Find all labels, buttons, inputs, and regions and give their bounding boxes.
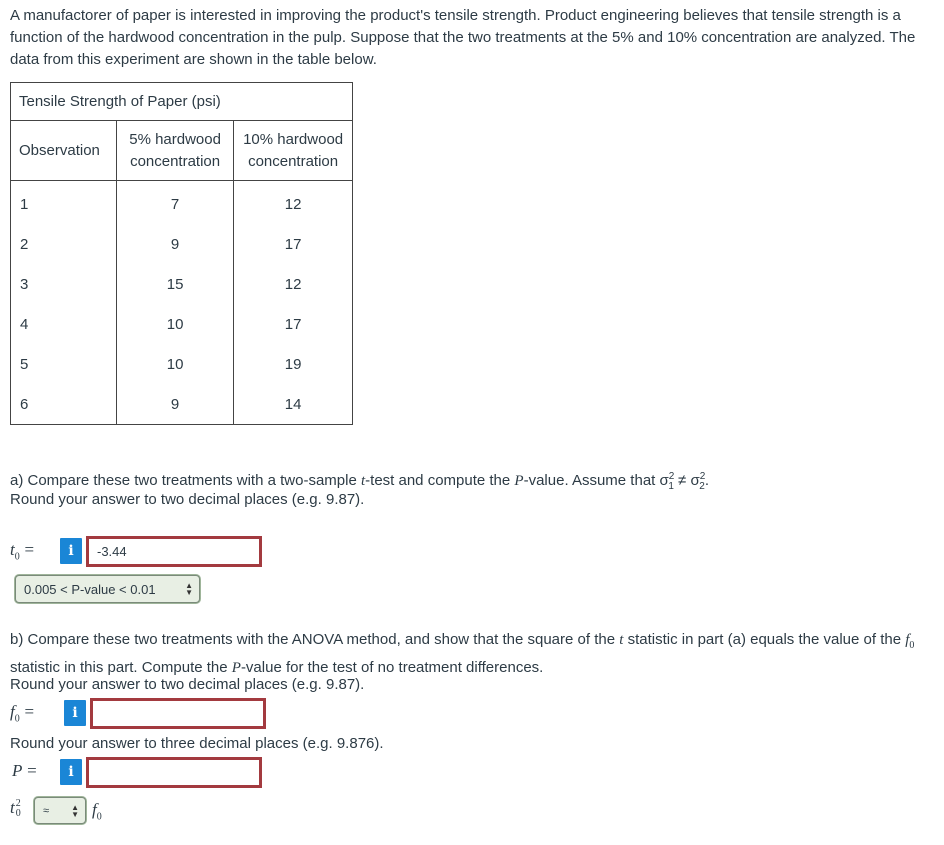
cell-5pct: 10 xyxy=(117,304,234,344)
cell-10pct: 12 xyxy=(234,264,353,304)
cell-10pct: 12 xyxy=(234,181,353,225)
cell-5pct: 9 xyxy=(117,224,234,264)
header-10pct: 10% hardwood concentration xyxy=(234,121,353,181)
select-arrows-icon: ▲ ▼ xyxy=(71,802,79,819)
table-row xyxy=(11,384,353,425)
cell-observation: 1 xyxy=(11,181,117,225)
select-arrows-icon: ▲ ▼ xyxy=(185,581,193,597)
compare-select[interactable] xyxy=(34,797,86,824)
t0-answer-input[interactable]: -3.44 xyxy=(86,536,262,567)
compare-selected: ≈ xyxy=(43,804,50,817)
info-icon[interactable]: i xyxy=(60,538,82,564)
t0-squared-label: t 2 0 xyxy=(10,797,21,819)
table-caption: Tensile Strength of Paper (psi) xyxy=(11,83,353,121)
cell-observation: 6 xyxy=(11,384,117,425)
table-row xyxy=(11,181,353,225)
cell-5pct: 15 xyxy=(117,264,234,304)
part-a-question: a) Compare these two treatments with a two-sample t-test and compute the P-value. Assume that $\sigma^2_1 \ne \sigma^2_2$. xyxy=(10,471,710,492)
part-b-question: b) Compare these two treatments with the ANOVA method, and show that the square of the t statistic in part (a) equals the value of the $f_0$ statistic in this part. Compute the P-value for the test of no treatment differences. xyxy=(10,631,915,676)
header-observation: Observation xyxy=(11,121,117,181)
pvalue-range-selected: 0.005 < P-value < 0.01 xyxy=(24,581,156,597)
t0-label: $t_0$ = xyxy=(10,540,35,563)
part-a-round-instruction: Round your answer to two decimal places (e.g. 9.87). xyxy=(10,491,365,508)
p-label: P = xyxy=(12,761,37,780)
table-row xyxy=(11,224,353,264)
cell-10pct: 19 xyxy=(234,344,353,384)
cell-10pct: 17 xyxy=(234,224,353,264)
cell-10pct: 14 xyxy=(234,384,353,425)
cell-5pct: 7 xyxy=(117,181,234,225)
f0-right-label: $f_0$ xyxy=(92,800,102,823)
part-b-round-two: Round your answer to two decimal places (e.g. 9.87). xyxy=(10,676,365,693)
table-row xyxy=(11,344,353,384)
cell-5pct: 10 xyxy=(117,344,234,384)
f0-answer-input[interactable] xyxy=(90,698,266,729)
cell-5pct: 9 xyxy=(117,384,234,425)
pvalue-range-select[interactable] xyxy=(15,575,200,603)
cell-observation: 2 xyxy=(11,224,117,264)
table-row xyxy=(11,264,353,304)
f0-label: $f_0$ = xyxy=(10,702,35,725)
cell-observation: 4 xyxy=(11,304,117,344)
p-answer-input[interactable] xyxy=(86,757,262,788)
info-icon[interactable]: i xyxy=(64,700,86,726)
cell-10pct: 17 xyxy=(234,304,353,344)
info-icon[interactable]: i xyxy=(60,759,82,785)
data-table xyxy=(10,82,353,425)
part-b-round-three: Round your answer to three decimal places (e.g. 9.876). xyxy=(10,735,384,752)
cell-observation: 5 xyxy=(11,344,117,384)
cell-observation: 3 xyxy=(11,264,117,304)
problem-intro: A manufactorer of paper is interested in improving the product's tensile strength. Product engineering believes that tensile strength is a function of the hardwood concentration in the pulp. Suppose that the two treatments at the 5% and 10% concentration are analyzed. The data from this experiment are shown in the table below. xyxy=(10,7,916,68)
header-5pct: 5% hardwood concentration xyxy=(117,121,234,181)
table-row xyxy=(11,304,353,344)
